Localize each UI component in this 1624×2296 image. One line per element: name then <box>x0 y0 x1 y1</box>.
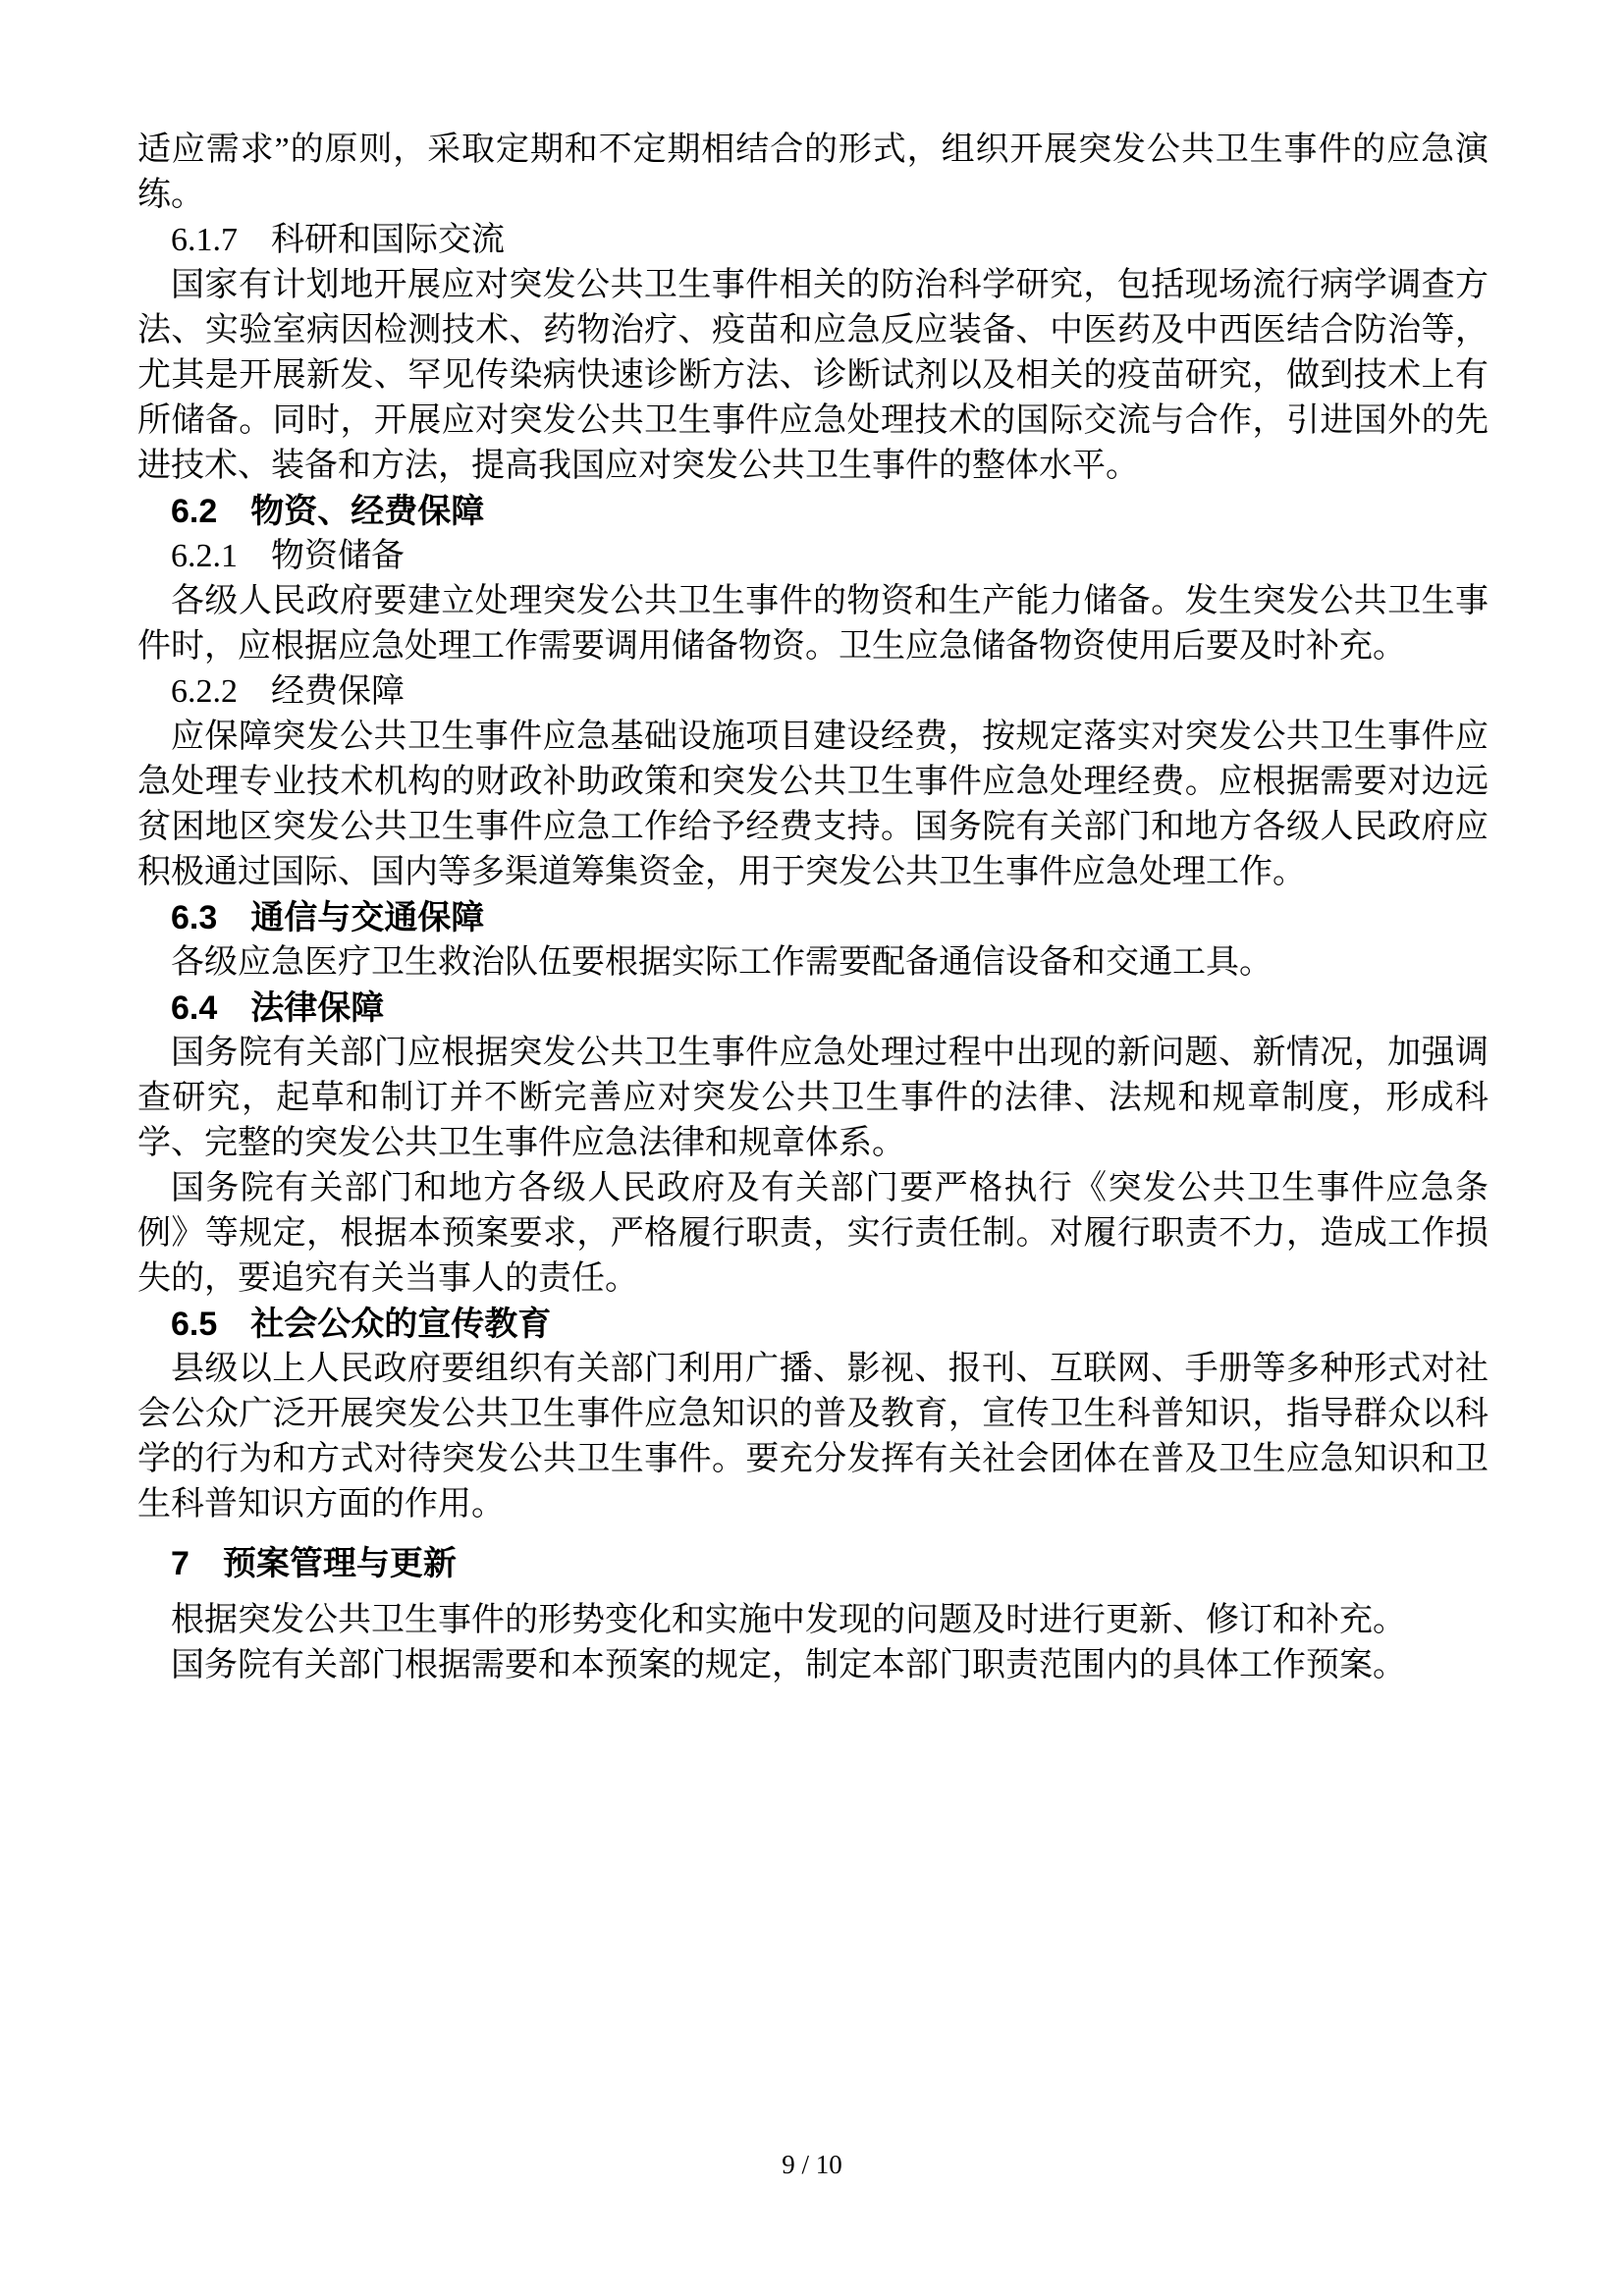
section-heading: 6.2 物资、经费保障 <box>171 493 485 530</box>
paragraph: 国家有计划地开展应对突发公共卫生事件相关的防治科学研究，包括现场流行病学调查方法、实验室病因检测技术、药物治疗、疫苗和应急反应装备、中医药及中西医结合防治等，尤其是开展新发、罕见传染病快速诊断方法、诊断试剂以及相关的疫苗研究，做到技术上有所储备。同时，开展应对突发公共卫生事件应急处理技术的国际交流与合作，引进国外的先进技术、装备和方法，提高我国应对突发公共卫生事件的整体水平。 <box>137 267 1489 484</box>
paragraph: 根据突发公共卫生事件的形势变化和实施中发现的问题及时进行更新、修订和补充。 <box>171 1602 1406 1638</box>
paragraph: 国务院有关部门和地方各级人民政府及有关部门要严格执行《突发公共卫生事件应急条例》等规定，根据本预案要求，严格履行职责，实行责任制。对履行职责不力，造成工作损失的，要追究有关当事人的责任。 <box>137 1170 1489 1297</box>
section-heading: 6.3 通信与交通保障 <box>171 899 485 936</box>
subsection-heading: 6.1.7 科研和国际交流 <box>171 222 505 258</box>
paragraph: 国务院有关部门根据需要和本预案的规定，制定本部门职责范围内的具体工作预案。 <box>171 1647 1406 1683</box>
paragraph: 各级应急医疗卫生救治队伍要根据实际工作需要配备通信设备和交通工具。 <box>171 944 1272 981</box>
subsection-heading: 6.2.2 经费保障 <box>171 673 405 710</box>
paragraph: 国务院有关部门应根据突发公共卫生事件应急处理过程中出现的新问题、新情况，加强调查研究，起草和制订并不断完善应对突发公共卫生事件的法律、法规和规章制度，形成科学、完整的突发公共卫生事件应急法律和规章体系。 <box>137 1035 1489 1161</box>
subsection-heading: 6.2.1 物资储备 <box>171 538 405 574</box>
paragraph: 适应需求”的原则，采取定期和不定期相结合的形式，组织开展突发公共卫生事件的应急演练。 <box>137 132 1489 213</box>
section-heading: 6.4 法律保障 <box>171 989 385 1027</box>
page-number: 9 / 10 <box>782 2150 842 2179</box>
paragraph: 应保障突发公共卫生事件应急基础设施项目建设经费，按规定落实对突发公共卫生事件应急处理专业技术机构的财政补助政策和突发公共卫生事件应急处理经费。应根据需要对边远贫困地区突发公共卫生事件应急工作给予经费支持。国务院有关部门和地方各级人民政府应积极通过国际、国内等多渠道筹集资金，用于突发公共卫生事件应急处理工作。 <box>137 719 1489 890</box>
document-body <box>137 128 1489 1688</box>
section-heading: 7 预案管理与更新 <box>171 1545 457 1582</box>
paragraph: 县级以上人民政府要组织有关部门利用广播、影视、报刊、互联网、手册等多种形式对社会公众广泛开展突发公共卫生事件应急知识的普及教育，宣传卫生科普知识，指导群众以科学的行为和方式对待突发公共卫生事件。要充分发挥有关社会团体在普及卫生应急知识和卫生科普知识方面的作用。 <box>137 1351 1489 1522</box>
section-heading: 6.5 社会公众的宣传教育 <box>171 1306 552 1343</box>
paragraph: 各级人民政府要建立处理突发公共卫生事件的物资和生产能力储备。发生突发公共卫生事件时，应根据应急处理工作需要调用储备物资。卫生应急储备物资使用后要及时补充。 <box>137 583 1489 665</box>
